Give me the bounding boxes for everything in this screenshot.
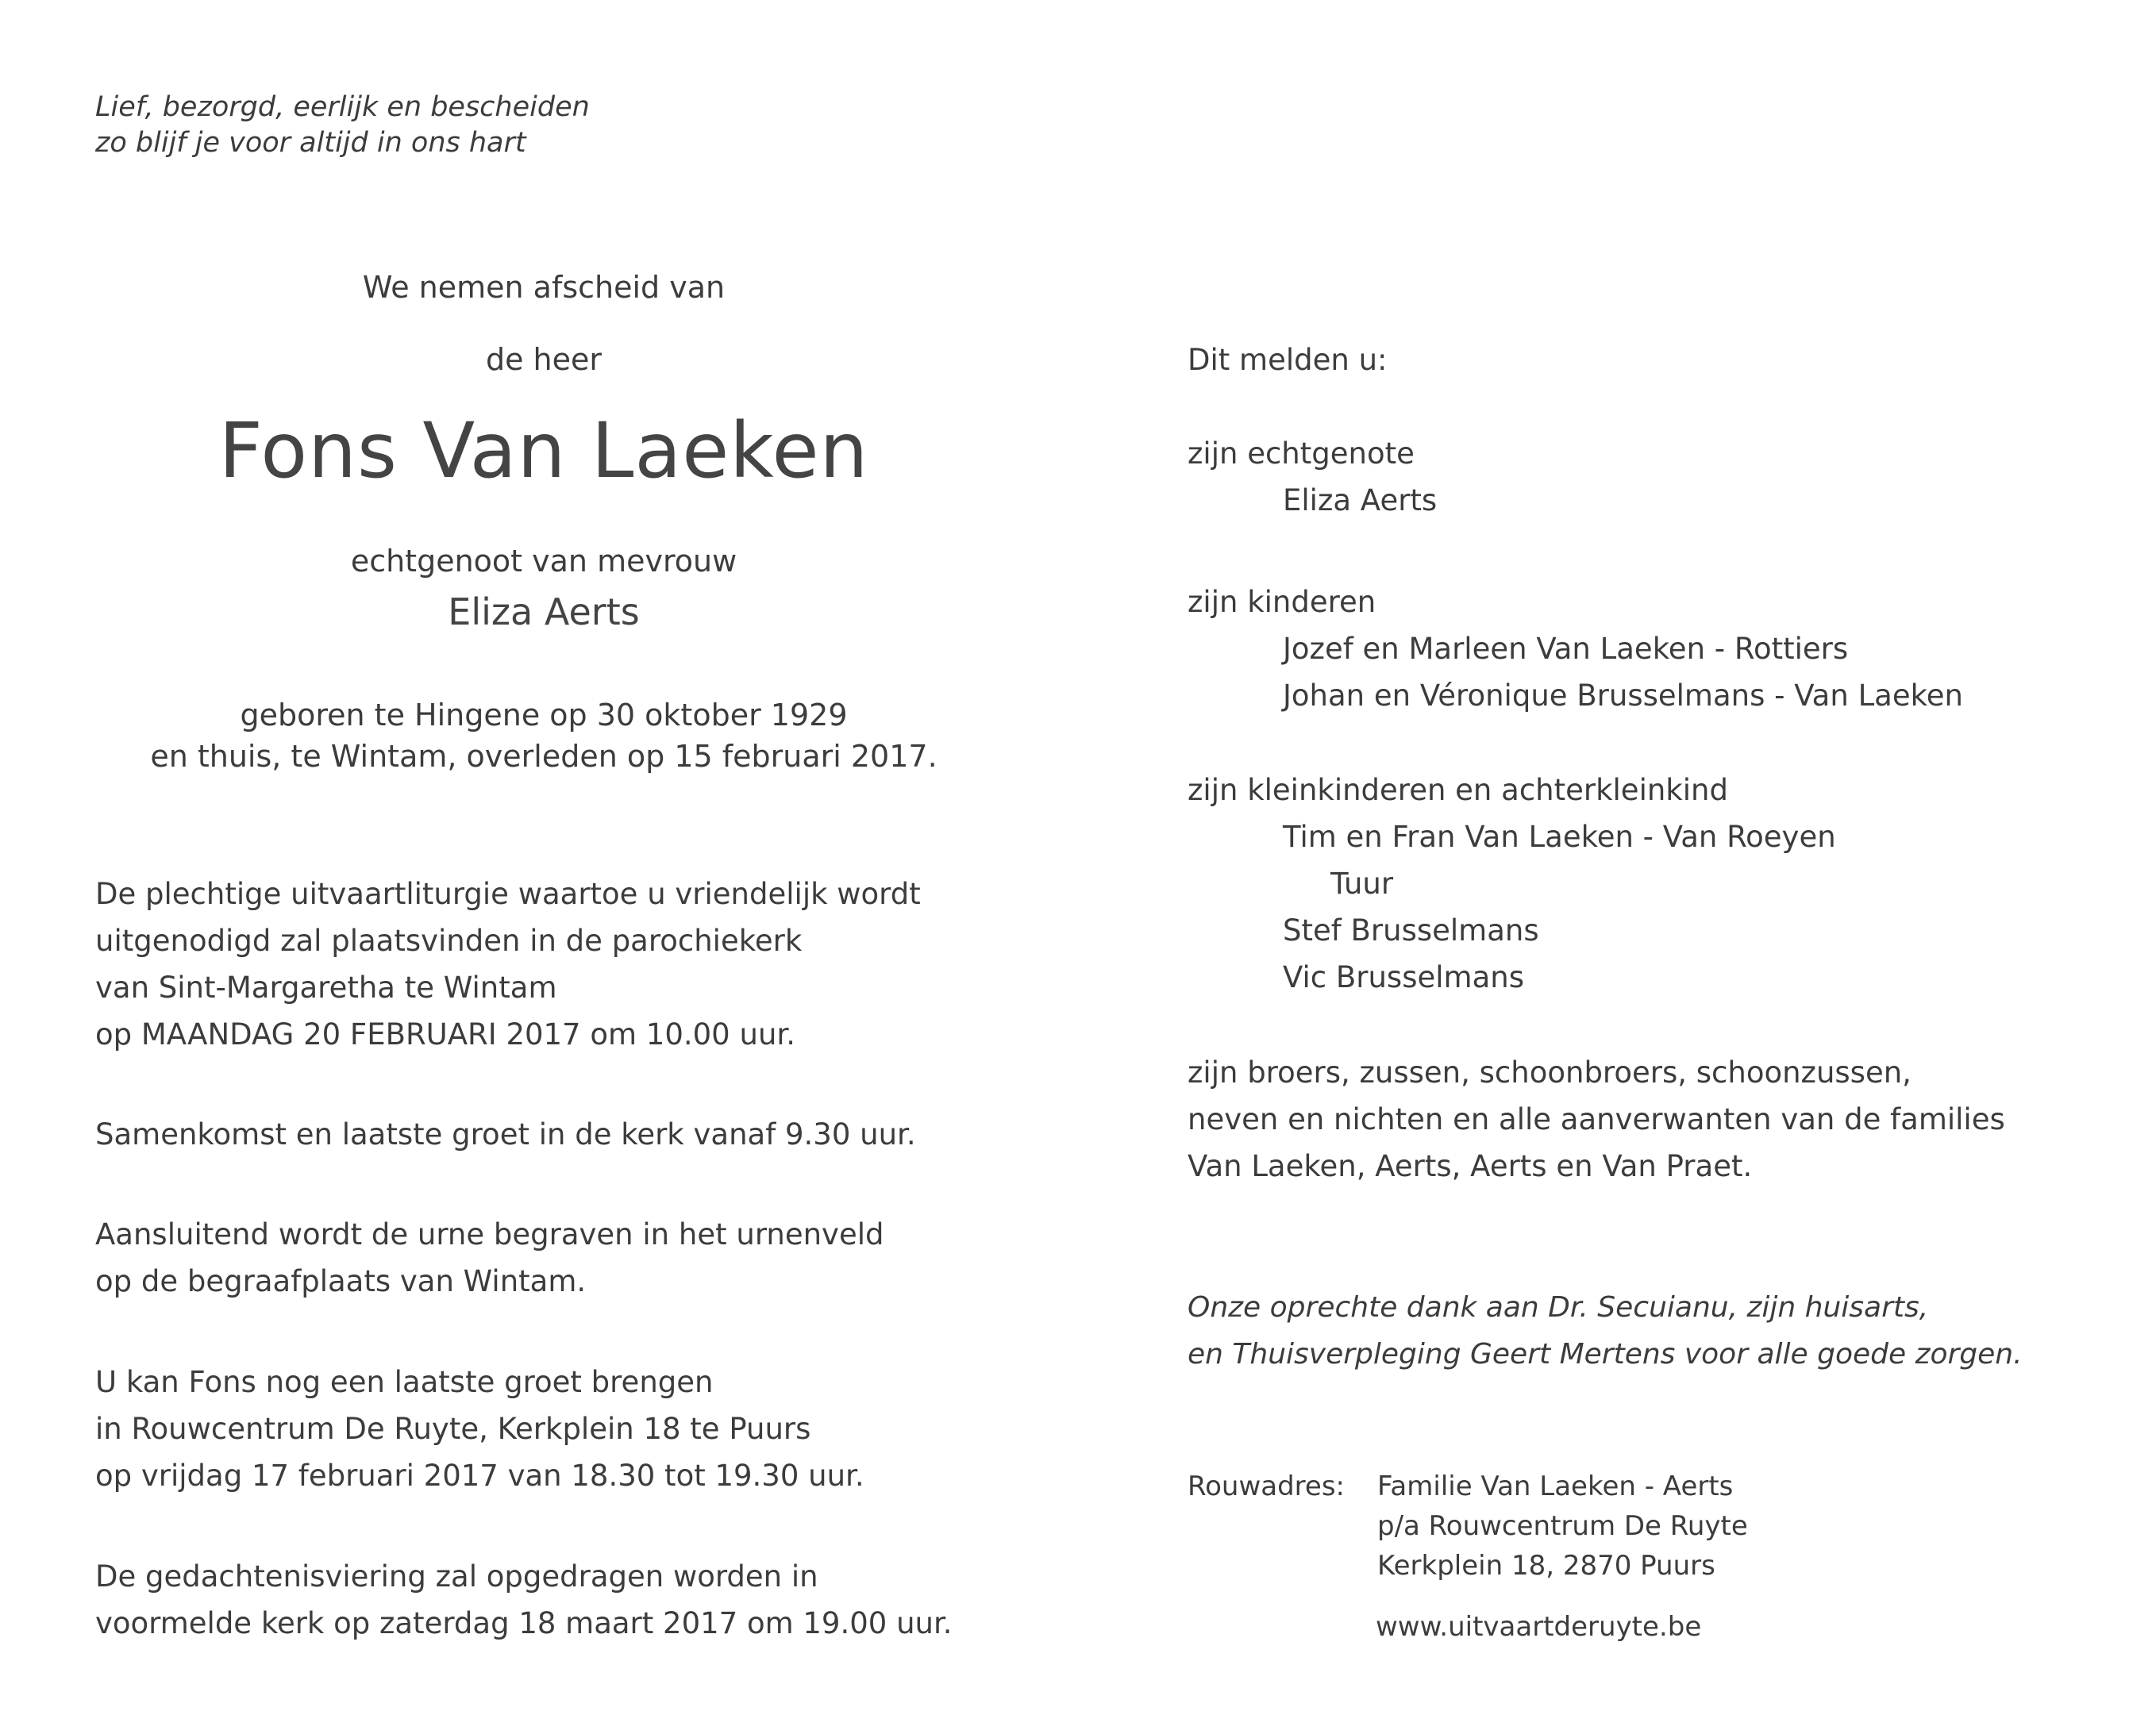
motto-line-2: zo blijf je voor altijd in ons hart [95, 127, 526, 159]
grandchild-name-3: Vic Brusselmans [1283, 960, 1524, 994]
visitation-line-1: U kan Fons nog een laatste groet brengen [95, 1365, 714, 1399]
memorial-line-1: De gedachtenisviering zal opgedragen worden in [95, 1559, 818, 1594]
visitation-line-3: op vrijdag 17 februari 2017 van 18.30 tot 19.30 uur. [95, 1459, 864, 1493]
visitation-line-2: in Rouwcentrum De Ruyte, Kerkplein 18 te Puurs [95, 1412, 811, 1446]
address-line-3: Kerkplein 18, 2870 Puurs [1377, 1550, 1715, 1582]
spouse-section-name: Eliza Aerts [1283, 483, 1438, 517]
spouse-section-label: zijn echtgenote [1188, 436, 1415, 471]
grandchild-name-2: Stef Brusselmans [1283, 913, 1539, 948]
address-label: Rouwadres: [1188, 1471, 1345, 1502]
relatives-line-1: zijn broers, zussen, schoonbroers, schoonzussen, [1188, 1055, 1912, 1090]
address-line-1: Familie Van Laeken - Aerts [1377, 1471, 1734, 1502]
spouse-label: echtgenoot van mevrouw [350, 544, 737, 579]
motto-line-1: Lief, bezorgd, eerlijk en bescheiden [95, 91, 590, 123]
memorial-line-2: voormelde kerk op zaterdag 18 maart 2017 om 19.00 uur. [95, 1606, 953, 1640]
relatives-line-3: Van Laeken, Aerts, Aerts en Van Praet. [1188, 1149, 1753, 1183]
funeral-line-3: van Sint-Margaretha te Wintam [95, 971, 557, 1005]
title-text: de heer [485, 342, 603, 377]
relatives-line-2: neven en nichten en alle aanverwanten van de families [1188, 1102, 2005, 1136]
grandchild-name-1: Tim en Fran Van Laeken - Van Roeyen [1283, 820, 1836, 854]
thanks-line-2: en Thuisverpleging Geert Mertens voor alle goede zorgen. [1188, 1338, 2023, 1371]
great-grandchild-name: Tuur [1330, 867, 1394, 901]
website-text: www.uitvaartderuyte.be [1376, 1611, 1702, 1643]
announce-text: Dit melden u: [1188, 343, 1388, 377]
intro-text: We nemen afscheid van [362, 270, 726, 305]
funeral-line-4: op MAANDAG 20 FEBRUARI 2017 om 10.00 uur. [95, 1017, 795, 1052]
child-name-2: Johan en Véronique Brusselmans - Van Laeken [1283, 679, 1963, 713]
address-line-2: p/a Rouwcentrum De Ruyte [1377, 1510, 1748, 1542]
child-name-1: Jozef en Marleen Van Laeken - Rottiers [1283, 632, 1849, 666]
funeral-line-1: De plechtige uitvaartliturgie waartoe u vriendelijk wordt [95, 877, 921, 911]
burial-line-1: Aansluitend wordt de urne begraven in het urnenveld [95, 1217, 884, 1251]
burial-line-2: op de begraafplaats van Wintam. [95, 1264, 587, 1298]
children-section-label: zijn kinderen [1188, 585, 1376, 619]
deceased-name: Fons Van Laeken [218, 406, 869, 495]
birth-text: geboren te Hingene op 30 oktober 1929 [240, 698, 848, 732]
gathering-text: Samenkomst en laatste groet in de kerk vanaf 9.30 uur. [95, 1117, 916, 1152]
death-text: en thuis, te Wintam, overleden op 15 februari 2017. [150, 739, 937, 774]
funeral-line-2: uitgenodigd zal plaatsvinden in de parochiekerk [95, 924, 803, 958]
thanks-line-1: Onze oprechte dank aan Dr. Secuianu, zijn huisarts, [1188, 1291, 1929, 1324]
grandchildren-section-label: zijn kleinkinderen en achterkleinkind [1188, 773, 1728, 807]
spouse-name: Eliza Aerts [448, 590, 640, 633]
